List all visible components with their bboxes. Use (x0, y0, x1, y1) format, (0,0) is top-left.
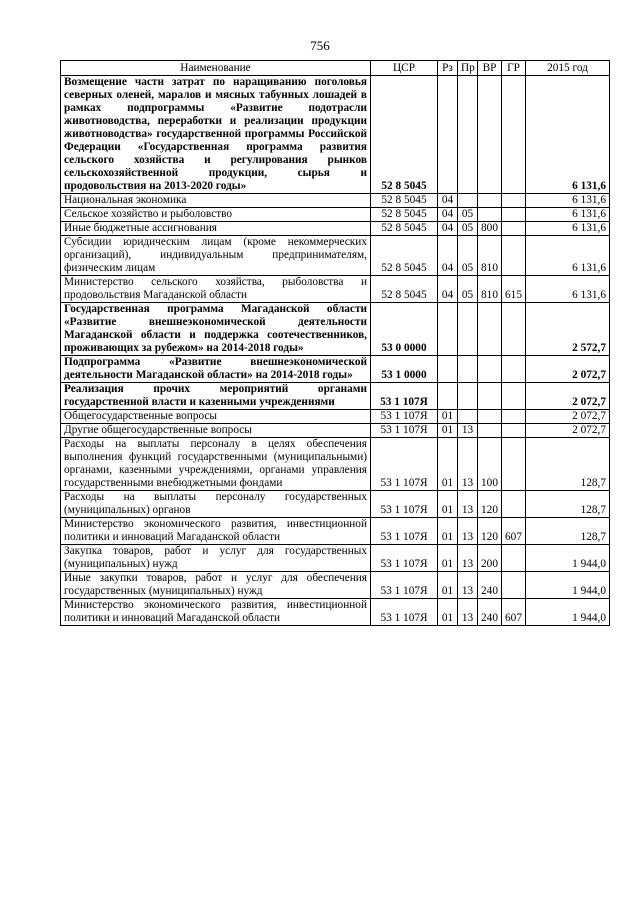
cell-name: Возмещение части затрат по наращиванию поголовья северных оленей, маралов и мясных табунных лошадей в рамках подпрограммы «Развитие подотрасли животноводства, переработки и реализации продукции животноводства» государственной программы Российской Федерации «Государственная программа развития сельского хозяйства и регулирования рынков сельскохозяйственной продукции, сырья и продовольствия на 2013-2020 годы» (61, 76, 371, 194)
cell-pr (458, 194, 478, 208)
cell-csr: 53 0 0000 (371, 303, 438, 356)
table-row (61, 518, 610, 545)
cell-pr: 13 (458, 545, 478, 572)
table-row (61, 276, 610, 303)
cell-csr: 53 1 107Я (371, 410, 438, 424)
table-row (61, 383, 610, 410)
cell-pr: 13 (458, 491, 478, 518)
cell-vr: 120 (478, 491, 502, 518)
cell-name: Министерство экономического развития, инвестиционной политики и инноваций Магаданской области (61, 518, 371, 545)
cell-csr: 53 1 107Я (371, 438, 438, 491)
header-rz: Рз (438, 61, 458, 76)
cell-name: Расходы на выплаты персоналу государственных (муниципальных) органов (61, 491, 371, 518)
cell-csr: 53 1 107Я (371, 424, 438, 438)
cell-amount: 1 944,0 (526, 545, 610, 572)
table-row (61, 438, 610, 491)
table-row (61, 236, 610, 276)
cell-gr (502, 303, 526, 356)
cell-vr (478, 208, 502, 222)
cell-name: Закупка товаров, работ и услуг для государственных (муниципальных) нужд (61, 545, 371, 572)
table-body (61, 76, 610, 626)
page-number: 756 (310, 38, 330, 53)
cell-pr (458, 303, 478, 356)
cell-gr: 607 (502, 518, 526, 545)
cell-amount: 128,7 (526, 518, 610, 545)
cell-pr (458, 76, 478, 194)
cell-name: Общегосударственные вопросы (61, 410, 371, 424)
budget-table (60, 60, 610, 626)
table-header-row (61, 61, 610, 76)
cell-pr (458, 383, 478, 410)
cell-name: Иные бюджетные ассигнования (61, 222, 371, 236)
cell-vr (478, 194, 502, 208)
cell-rz: 04 (438, 236, 458, 276)
table-row (61, 356, 610, 383)
cell-rz (438, 303, 458, 356)
table-row (61, 491, 610, 518)
cell-rz (438, 383, 458, 410)
cell-amount: 6 131,6 (526, 76, 610, 194)
table-row (61, 76, 610, 194)
header-csr: ЦСР (371, 61, 438, 76)
cell-csr: 53 1 0000 (371, 356, 438, 383)
table-row (61, 303, 610, 356)
cell-gr (502, 222, 526, 236)
cell-gr: 607 (502, 599, 526, 626)
cell-csr: 52 8 5045 (371, 208, 438, 222)
cell-csr: 52 8 5045 (371, 236, 438, 276)
cell-gr (502, 410, 526, 424)
cell-gr (502, 383, 526, 410)
cell-rz (438, 76, 458, 194)
cell-amount: 6 131,6 (526, 222, 610, 236)
cell-gr (502, 438, 526, 491)
cell-amount: 2 072,7 (526, 424, 610, 438)
cell-vr (478, 76, 502, 194)
cell-vr: 200 (478, 545, 502, 572)
cell-name: Субсидии юридическим лицам (кроме некоммерческих организаций), индивидуальным предпринимателям, физическим лицам (61, 236, 371, 276)
cell-amount: 2 072,7 (526, 410, 610, 424)
cell-amount: 2 572,7 (526, 303, 610, 356)
cell-pr: 13 (458, 424, 478, 438)
cell-pr: 05 (458, 208, 478, 222)
cell-amount: 128,7 (526, 491, 610, 518)
cell-amount: 2 072,7 (526, 356, 610, 383)
cell-vr: 100 (478, 438, 502, 491)
cell-rz: 04 (438, 222, 458, 236)
cell-vr: 810 (478, 236, 502, 276)
cell-csr: 53 1 107Я (371, 383, 438, 410)
cell-gr (502, 208, 526, 222)
cell-vr (478, 383, 502, 410)
cell-amount: 2 072,7 (526, 383, 610, 410)
cell-csr: 53 1 107Я (371, 491, 438, 518)
cell-gr (502, 356, 526, 383)
cell-name: Сельское хозяйство и рыболовство (61, 208, 371, 222)
cell-rz: 01 (438, 518, 458, 545)
cell-rz: 04 (438, 276, 458, 303)
cell-rz: 01 (438, 424, 458, 438)
header-year: 2015 год (526, 61, 610, 76)
cell-pr: 05 (458, 276, 478, 303)
cell-rz: 04 (438, 208, 458, 222)
cell-csr: 53 1 107Я (371, 545, 438, 572)
cell-rz: 01 (438, 545, 458, 572)
table-row (61, 222, 610, 236)
table-row (61, 424, 610, 438)
table-row (61, 572, 610, 599)
cell-name: Иные закупки товаров, работ и услуг для обеспечения государственных (муниципальных) нужд (61, 572, 371, 599)
cell-csr: 53 1 107Я (371, 599, 438, 626)
table-row (61, 208, 610, 222)
cell-vr (478, 356, 502, 383)
cell-vr (478, 410, 502, 424)
cell-csr: 53 1 107Я (371, 518, 438, 545)
cell-vr: 120 (478, 518, 502, 545)
cell-rz: 01 (438, 410, 458, 424)
cell-gr (502, 491, 526, 518)
cell-csr: 52 8 5045 (371, 222, 438, 236)
cell-rz (438, 356, 458, 383)
cell-rz: 01 (438, 491, 458, 518)
cell-vr: 240 (478, 572, 502, 599)
header-vr: ВР (478, 61, 502, 76)
cell-rz: 01 (438, 572, 458, 599)
cell-csr: 52 8 5045 (371, 276, 438, 303)
cell-gr (502, 545, 526, 572)
cell-gr (502, 76, 526, 194)
cell-rz: 04 (438, 194, 458, 208)
cell-pr: 05 (458, 236, 478, 276)
cell-gr (502, 572, 526, 599)
cell-rz: 01 (438, 599, 458, 626)
cell-gr (502, 236, 526, 276)
cell-name: Министерство экономического развития, инвестиционной политики и инноваций Магаданской области (61, 599, 371, 626)
cell-pr (458, 410, 478, 424)
cell-amount: 1 944,0 (526, 599, 610, 626)
cell-pr: 13 (458, 599, 478, 626)
cell-rz: 01 (438, 438, 458, 491)
cell-vr (478, 424, 502, 438)
table-row (61, 599, 610, 626)
cell-pr: 13 (458, 518, 478, 545)
cell-name: Другие общегосударственные вопросы (61, 424, 371, 438)
cell-gr: 615 (502, 276, 526, 303)
table-row (61, 194, 610, 208)
cell-amount: 1 944,0 (526, 572, 610, 599)
cell-amount: 6 131,6 (526, 276, 610, 303)
table-row (61, 410, 610, 424)
cell-csr: 52 8 5045 (371, 76, 438, 194)
cell-name: Государственная программа Магаданской области «Развитие внешнеэкономической деятельности Магаданской области и поддержка соотечественников, проживающих за рубежом» на 2014-2018 годы» (61, 303, 371, 356)
cell-vr: 800 (478, 222, 502, 236)
cell-amount: 6 131,6 (526, 208, 610, 222)
cell-vr: 240 (478, 599, 502, 626)
cell-name: Министерство сельского хозяйства, рыболовства и продовольствия Магаданской области (61, 276, 371, 303)
cell-name: Расходы на выплаты персоналу в целях обеспечения выполнения функций государственными (муниципальными) органами, казенными учреждениями, органами управления государственными внебюджетными фондами (61, 438, 371, 491)
cell-pr: 13 (458, 438, 478, 491)
cell-pr (458, 356, 478, 383)
cell-amount: 6 131,6 (526, 236, 610, 276)
cell-gr (502, 424, 526, 438)
header-pr: Пр (458, 61, 478, 76)
cell-vr (478, 303, 502, 356)
cell-pr: 13 (458, 572, 478, 599)
cell-name: Реализация прочих мероприятий органами государственной власти и казенными учреждениями (61, 383, 371, 410)
cell-gr (502, 194, 526, 208)
cell-csr: 53 1 107Я (371, 572, 438, 599)
header-gr: ГР (502, 61, 526, 76)
cell-csr: 52 8 5045 (371, 194, 438, 208)
cell-name: Подпрограмма «Развитие внешнеэкономической деятельности Магаданской области» на 2014-2018 годы» (61, 356, 371, 383)
table-row (61, 545, 610, 572)
cell-amount: 128,7 (526, 438, 610, 491)
header-name: Наименование (61, 61, 371, 76)
cell-name: Национальная экономика (61, 194, 371, 208)
cell-amount: 6 131,6 (526, 194, 610, 208)
cell-vr: 810 (478, 276, 502, 303)
cell-pr: 05 (458, 222, 478, 236)
